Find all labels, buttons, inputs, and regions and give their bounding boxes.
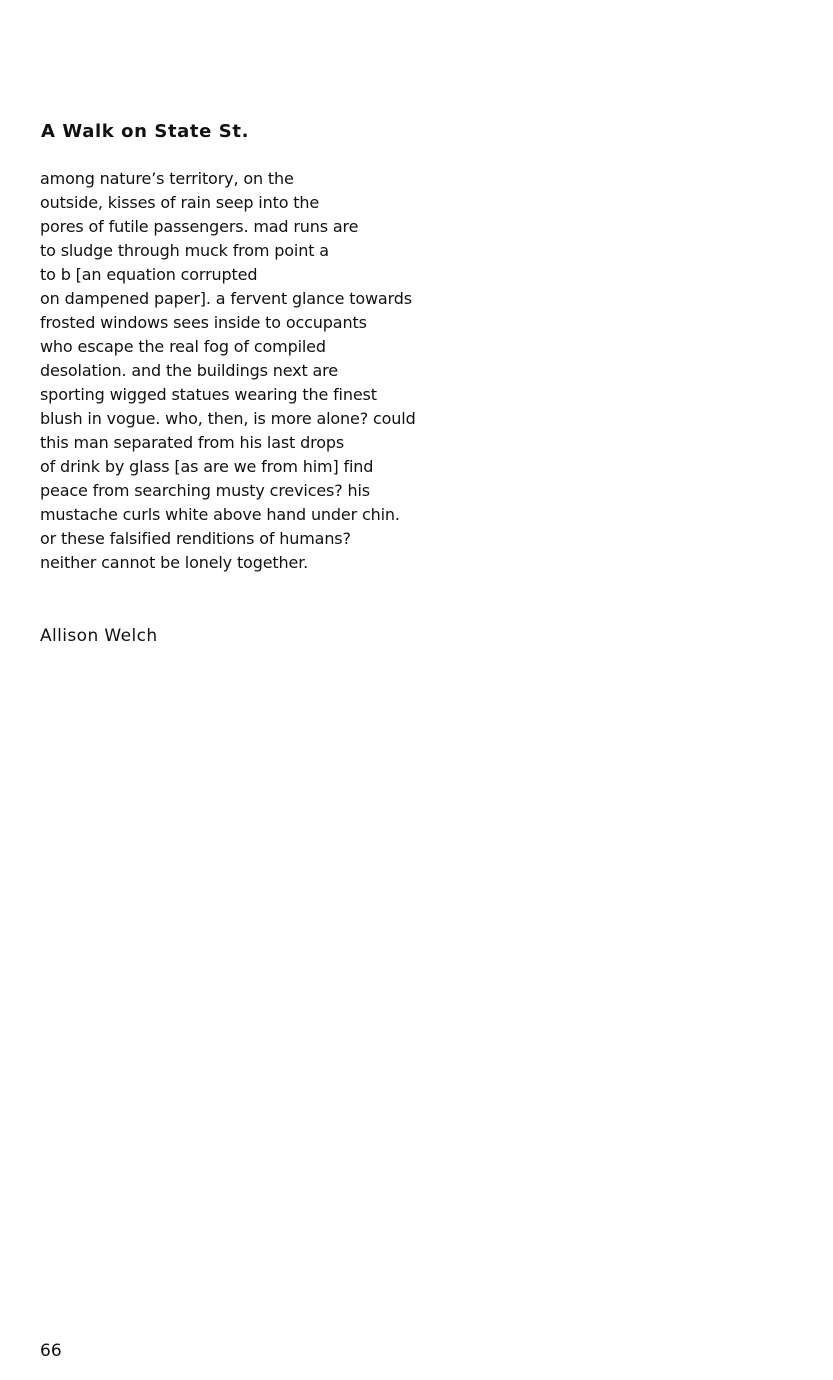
poem-line: neither cannot be lonely together.	[40, 553, 309, 572]
poem-line: frosted windows sees inside to occupants	[40, 313, 367, 332]
poem-author: Allison Welch	[40, 626, 158, 646]
poem-body	[40, 167, 416, 575]
poem-line: outside, kisses of rain seep into the	[40, 193, 320, 212]
poem-line: to b [an equation corrupted	[40, 265, 258, 284]
poem-title: A Walk on State St.	[41, 121, 250, 142]
poem-line: among nature’s territory, on the	[40, 169, 294, 188]
page-number: 66	[40, 1341, 62, 1361]
poem-line: of drink by glass [as are we from him] find	[40, 457, 374, 476]
poem-line: who escape the real fog of compiled	[40, 337, 326, 356]
poem-line: this man separated from his last drops	[40, 433, 345, 452]
poem-line: on dampened paper]. a fervent glance towards	[40, 289, 412, 308]
poem-line: peace from searching musty crevices? his	[40, 481, 370, 500]
poem-line: blush in vogue. who, then, is more alone? could	[40, 409, 416, 428]
poem-line: mustache curls white above hand under chin.	[40, 505, 400, 524]
poem-line: sporting wigged statues wearing the finest	[40, 385, 377, 404]
poem-line: pores of futile passengers. mad runs are	[40, 217, 359, 236]
poem-line: or these falsified renditions of humans?	[40, 529, 351, 548]
poem-line: desolation. and the buildings next are	[40, 361, 338, 380]
poem-line: to sludge through muck from point a	[40, 241, 329, 260]
